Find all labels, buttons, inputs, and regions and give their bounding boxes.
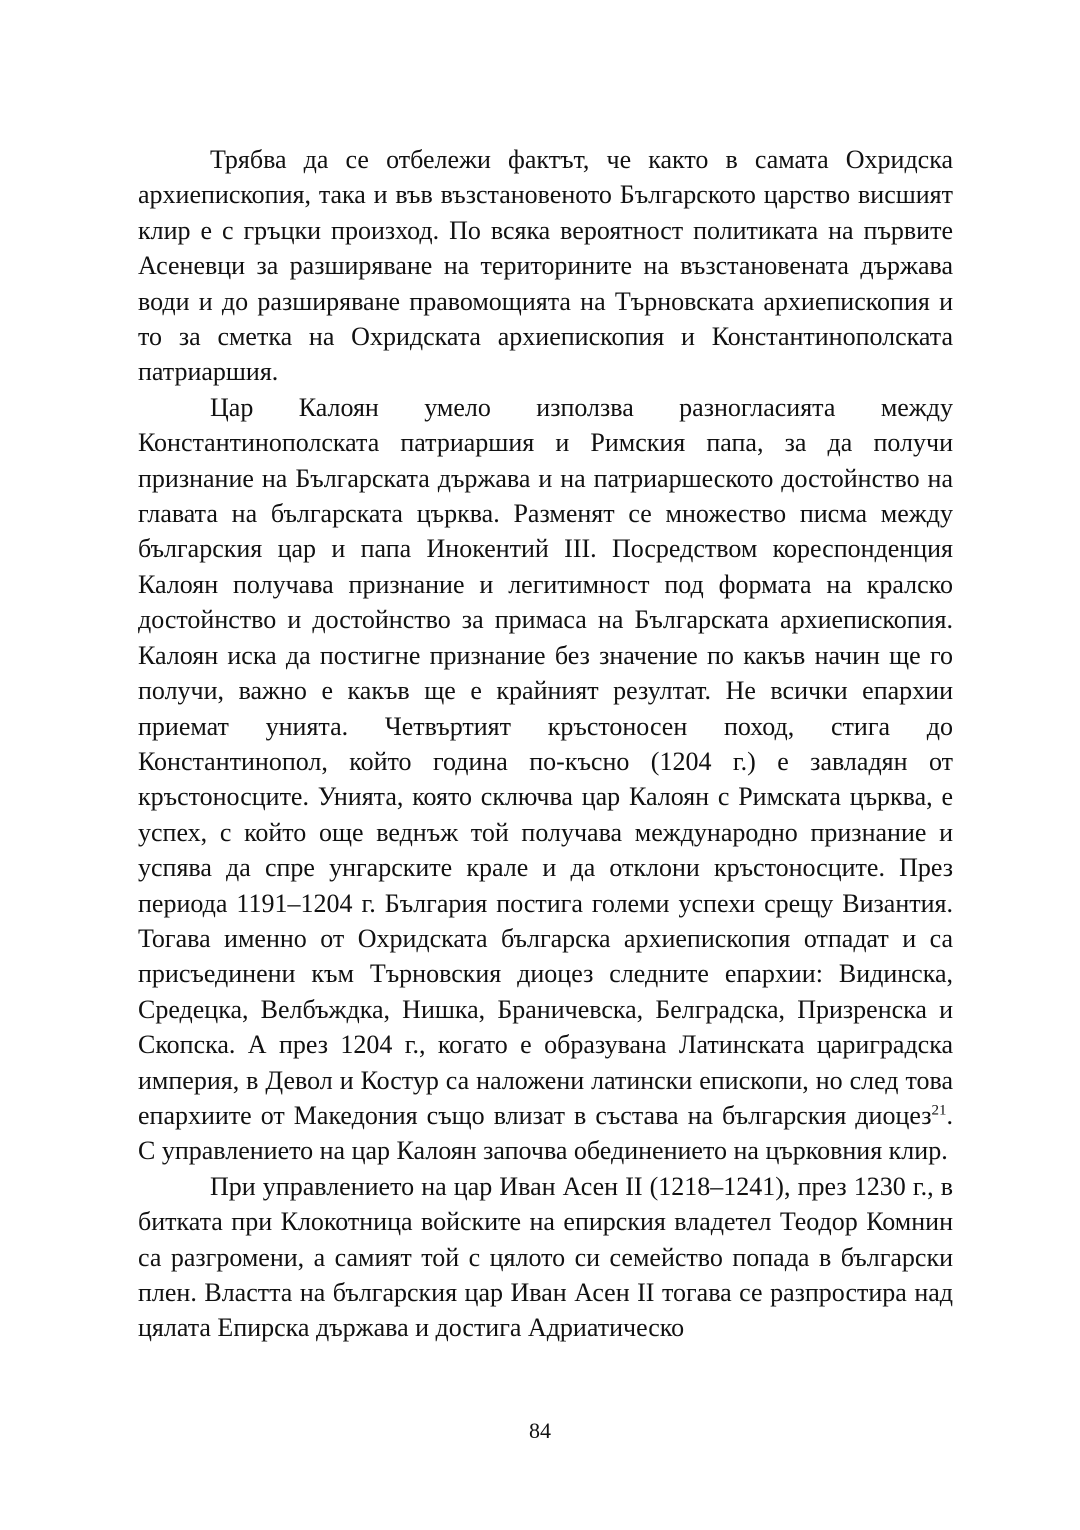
paragraph-1-text: Трябва да се отбележи фактът, че както в самата Охридска архиепископия, така и във възстановеното Българското царство висшият клир е с гръцки произход. По всяка вероятност политиката на първите Асеневци за разширяване на територините на възстановената държава води и до разширяване правомощията на Търновската архиепископия и то за сметка на Охридската архиепископия и Константинополската патриаршия.	[138, 145, 953, 387]
paragraph-1	[138, 142, 953, 390]
paragraph-3	[138, 1169, 953, 1346]
footnote-marker[interactable]: 21	[931, 1102, 947, 1119]
page-number: 84	[529, 1418, 551, 1443]
paragraph-2-text: Цар Калоян умело използва разногласията между Константинополската патриаршия и Римския папа, за да получи признание на Българската държава и на патриаршеското достойнство на главата на българската църква. Разменят се множество писма между българския цар и папа Инокентий III. Посредством кореспонденция Калоян получава признание и легитимност под формата на кралско достойнство и достойнство за примаса на Българската архиепископия. Калоян иска да постигне признание без значение по какъв начин ще го получи, важно е какъв ще е крайният резултат. Не всички епархии приемат унията. Четвъртият кръстоносен поход, стига до Константинопол, който година по-късно (1204 г.) е завладян от кръстоносците. Унията, която сключва цар Калоян с Римската църква, е успех, с който още веднъж той получава международно признание и успява да спре унгарските крале и да отклони кръстоносците. През периода 1191–1204 г. България постига големи успехи срещу Византия. Тогава именно от Охридската българска архиепископия отпадат и са присъединени към Търновския диоцез следните епархии: Видинска, Средецка, Велбъждка, Нишка, Браничевска, Белградска, Призренска и Скопска. А през 1204 г., когато е образувана Латинската цариградска империя, в Девол и Костур са наложени латински епископи, но след това епархиите от Македония също влизат в състава на българския диоцез	[138, 392, 953, 1130]
paragraph-3-text: При управлението на цар Иван Асен II (1218–1241), през 1230 г., в битката при Клокотница войските на епирския владетел Теодор Комнин са разгромени, а самият той с цялото си семейство попада в български плен. Властта на българския цар Иван Асен II тогава се разпростира над цялата Епирска държава и достига Адриатическо	[138, 1171, 953, 1343]
paragraph-2-text-end: . С управлението на цар Калоян започва обединението на църковния клир.	[138, 1100, 953, 1166]
body-text	[138, 142, 953, 1346]
paragraph-2	[138, 390, 953, 1169]
